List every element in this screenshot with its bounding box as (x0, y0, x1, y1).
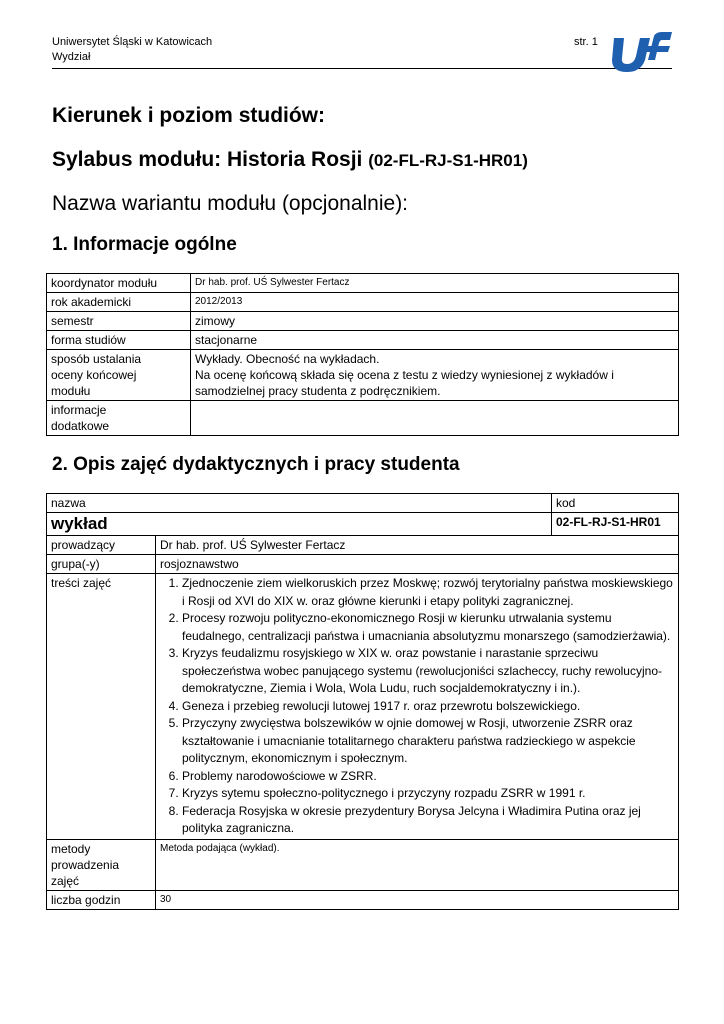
page-header (52, 34, 672, 69)
table-row (47, 536, 679, 555)
list-item: 5. Przyczyny zwycięstwa bolszewików w ojnie domowej w Rosji, utworzenie ZSRR oraz kształtowanie i umacnianie totalitarnego charakteru państwa radzieckiego w aspekcie politycznym, ekonomicznym i społecznym. (182, 715, 674, 768)
table-row (47, 312, 679, 331)
table-row (47, 839, 679, 890)
university-name: Uniwersytet Śląski w Katowicach (52, 36, 213, 48)
table-row (47, 331, 679, 350)
row-label: semestr (47, 312, 191, 331)
row-label: grupa(-y) (47, 555, 156, 574)
content-list (160, 575, 674, 838)
study-form-value: stacjonarne (191, 331, 679, 350)
table-row (47, 890, 679, 909)
code-label: kod (552, 494, 679, 513)
table-row (47, 494, 679, 513)
university-logo (610, 30, 674, 74)
list-item: 4. Geneza i przebieg rewolucji lutowej 1917 r. oraz przewrotu bolszewickiego. (182, 698, 674, 716)
coordinator-value: Dr hab. prof. UŚ Sylwester Fertacz (191, 274, 679, 293)
group-value: rosjoznawstwo (156, 555, 679, 574)
hours-value: 30 (156, 890, 679, 909)
list-item: 1. Zjednoczenie ziem wielkoruskich przez Moskwę; rozwój terytorialny państwa moskiewskiego i Rosji od XVI do XIX w. oraz główne kierunki i etapy polityki zagranicznej. (182, 575, 674, 610)
course-description-table (46, 493, 679, 910)
lecturer-value: Dr hab. prof. UŚ Sylwester Fertacz (156, 536, 679, 555)
syllabus-title-text: Sylabus modułu: Historia Rosji (52, 148, 363, 171)
additional-info-value (191, 401, 679, 436)
methods-value: Metoda podająca (wykład). (156, 839, 679, 890)
field-level-heading: Kierunek i poziom studiów: (52, 104, 326, 127)
table-row (47, 350, 679, 401)
list-item: 2. Procesy rozwoju polityczno-ekonomicznego Rosji w kierunku utrwalania systemu feudalnego, centralizacji państwa i umacniania absolutyzmu monarszego (samodzierżawia). (182, 610, 674, 645)
syllabus-title (52, 148, 528, 172)
name-label: nazwa (47, 494, 552, 513)
table-row (47, 513, 679, 536)
row-label: prowadzący (47, 536, 156, 555)
department-name: Wydział (52, 51, 91, 63)
course-code: 02-FL-RJ-S1-HR01 (552, 513, 679, 536)
list-item: 7. Kryzys sytemu społeczno-politycznego i przyczyny rozpadu ZSRR w 1991 r. (182, 785, 674, 803)
list-item: 3. Kryzys feudalizmu rosyjskiego w XIX w. oraz powstanie i narastanie sprzeciwu społeczeństwa wobec panującego systemu (rewolucjoniści szlacheccy, ruchy rewolucyjno- demokratyczne, Ziemia i Wola, Wola Ludu, ruch socjaldemokratyczny i in.). (182, 645, 674, 698)
row-label: treści zajęć (47, 574, 156, 840)
row-label: metody prowadzenia zajęć (47, 839, 156, 890)
list-item: 8. Federacja Rosyjska w okresie prezydentury Borysa Jelcyna i Władimira Putina oraz jej polityka zagraniczna. (182, 803, 674, 838)
section-general-info-heading: 1. Informacje ogólne (52, 234, 237, 255)
table-row (47, 293, 679, 312)
row-label: liczba godzin (47, 890, 156, 909)
variant-heading: Nazwa wariantu modułu (opcjonalnie): (52, 192, 409, 215)
row-label: koordynator modułu (47, 274, 191, 293)
syllabus-code: (02-FL-RJ-S1-HR01) (368, 151, 528, 170)
list-item: 6. Problemy narodowościowe w ZSRR. (182, 768, 674, 786)
section-description-heading: 2. Opis zajęć dydaktycznych i pracy studenta (52, 454, 460, 475)
table-row (47, 401, 679, 436)
row-label: forma studiów (47, 331, 191, 350)
table-row (47, 555, 679, 574)
academic-year-value: 2012/2013 (191, 293, 679, 312)
grading-method-value: Wykłady. Obecność na wykładach. Na ocenę końcową składa się ocena z testu z wiedzy wyniesionej z wykładów i samodzielnej pracy studenta z podręcznikiem. (191, 350, 679, 401)
course-name: wykład (47, 513, 552, 536)
row-label: rok akademicki (47, 293, 191, 312)
table-row (47, 574, 679, 840)
table-row (47, 274, 679, 293)
page-number: str. 1 (574, 36, 598, 48)
row-label: sposób ustalania oceny końcowej modułu (47, 350, 191, 401)
course-content (156, 574, 679, 840)
semester-value: zimowy (191, 312, 679, 331)
general-info-table (46, 273, 679, 436)
row-label: informacje dodatkowe (47, 401, 191, 436)
